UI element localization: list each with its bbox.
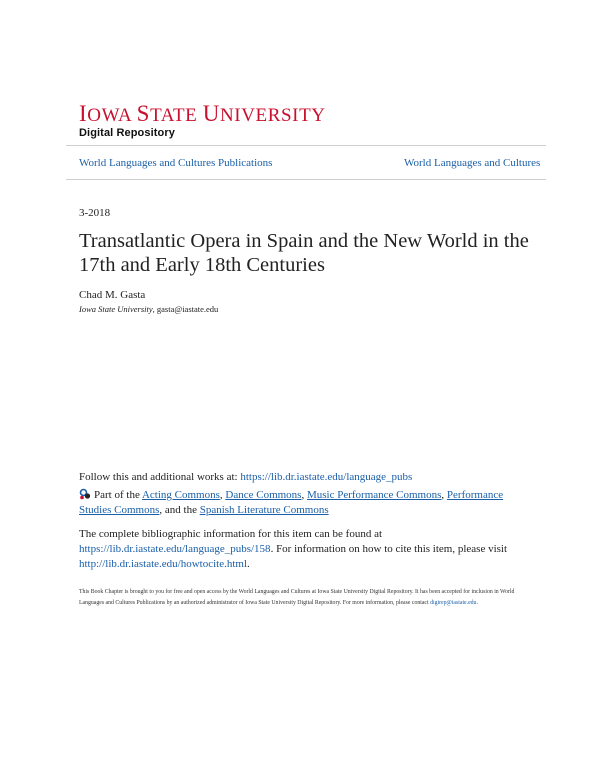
author-affiliation: Iowa State University, gasta@iastate.edu <box>79 304 219 314</box>
performance-studies-commons-link[interactable]: Performance Studies Commons <box>79 489 504 516</box>
collection-url-link[interactable]: https://lib.dr.iastate.edu/language_pubs <box>240 471 413 483</box>
music-performance-commons-link[interactable]: Music Performance Commons <box>306 489 442 501</box>
access-notice: This Book Chapter is brought to you for free and open access by the World Languages and Cultures at Iowa State University Digital Repository. It has been accepted for inclusion in World Languages and Cultures Publications by an authorized administrator of Iowa State University Digital Repository. For more information, please contact digirep@iastate.edu. <box>79 589 515 606</box>
university-logo <box>79 101 326 139</box>
dance-commons-link[interactable]: Dance Commons <box>225 489 302 501</box>
article-title: Transatlantic Opera in Spain and the New World in the 17th and Early 18th Centuries <box>79 230 529 276</box>
publications-link[interactable]: World Languages and Cultures Publications <box>79 157 273 169</box>
author-name: Chad M. Gasta <box>79 289 146 301</box>
part-of-commons: Part of the Acting Commons, Dance Commons, Music Performance Commons, Performance Studies Commons, and the Spanish Literature Commons <box>79 489 504 516</box>
network-icon <box>79 488 91 500</box>
howtocite-link[interactable]: http://lib.dr.iastate.edu/howtocite.html <box>79 558 248 570</box>
follow-line: Follow this and additional works at: https://lib.dr.iastate.edu/language_pubs <box>79 471 413 483</box>
university-wordmark: IOWA STATE UNIVERSITY <box>79 101 326 126</box>
contact-email-link[interactable]: digirep@iastate.edu <box>430 600 477 606</box>
top-divider <box>66 145 546 146</box>
citation-info: The complete bibliographic information for this item can be found at https://lib.dr.iastate.edu/language_pubs/158. For information on how to cite this item, please visit http://lib.dr.iastate.edu/howtocite.html. <box>79 528 508 570</box>
repository-name: Digital Repository <box>79 127 175 139</box>
publication-date: 3-2018 <box>79 207 111 219</box>
department-link[interactable]: World Languages and Cultures <box>404 157 541 169</box>
spanish-literature-commons-link[interactable]: Spanish Literature Commons <box>199 504 329 516</box>
bottom-divider <box>66 179 546 180</box>
acting-commons-link[interactable]: Acting Commons <box>141 489 220 501</box>
item-url-link[interactable]: https://lib.dr.iastate.edu/language_pubs/158 <box>79 543 271 555</box>
